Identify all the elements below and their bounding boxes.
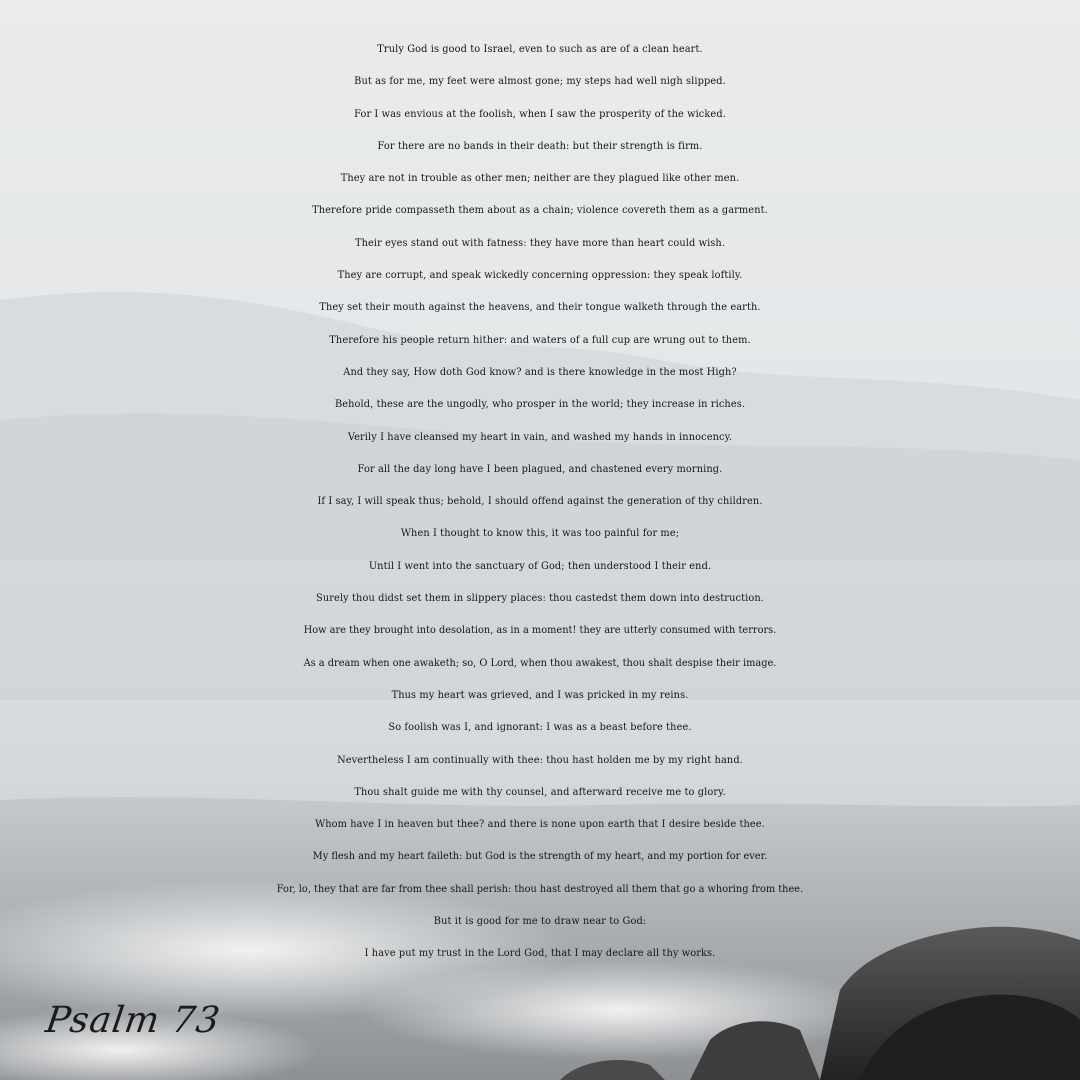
verse-line: Until I went into the sanctuary of God; then understood I their end.	[368, 560, 712, 572]
verse-line: Thus my heart was grieved, and I was pricked in my reins.	[391, 689, 689, 701]
psalm-signature: Psalm 73	[43, 1000, 223, 1041]
verse-line: For, lo, they that are far from thee shall perish: thou hast destroyed all them that go a whoring from thee.	[276, 883, 804, 895]
psalm-verses	[0, 34, 1080, 971]
verse-line: But it is good for me to draw near to God:	[433, 916, 647, 928]
verse-line: How are they brought into desolation, as in a moment! they are utterly consumed with terrors.	[303, 625, 777, 637]
verse-line: So foolish was I, and ignorant: I was as a beast before thee.	[388, 722, 692, 734]
verse-line: I have put my trust in the Lord God, that I may declare all thy works.	[364, 948, 716, 960]
verse-line: Whom have I in heaven but thee? and there is none upon earth that I desire beside thee.	[315, 819, 765, 831]
verse-line: As a dream when one awaketh; so, O Lord, when thou awakest, thou shalt despise their image.	[303, 657, 777, 669]
verse-line: Surely thou didst set them in slippery places: thou castedst them down into destruction.	[316, 593, 764, 605]
verse-line: They are corrupt, and speak wickedly concerning oppression: they speak loftily.	[337, 270, 743, 282]
verse-line: They set their mouth against the heavens, and their tongue walketh through the earth.	[319, 302, 761, 314]
verse-line: Therefore his people return hither: and waters of a full cup are wrung out to them.	[329, 334, 751, 346]
verse-line: Therefore pride compasseth them about as a chain; violence covereth them as a garment.	[312, 205, 768, 217]
verse-line: But as for me, my feet were almost gone; my steps had well nigh slipped.	[354, 76, 726, 88]
verse-line: For all the day long have I been plagued, and chastened every morning.	[357, 463, 723, 475]
verse-line: Truly God is good to Israel, even to such as are of a clean heart.	[377, 44, 703, 55]
verse-line: They are not in trouble as other men; neither are they plagued like other men.	[340, 173, 740, 185]
verse-line: When I thought to know this, it was too painful for me;	[400, 528, 680, 540]
verse-line: If I say, I will speak thus; behold, I should offend against the generation of thy children.	[317, 496, 763, 508]
verse-line: Nevertheless I am continually with thee: thou hast holden me by my right hand.	[337, 754, 743, 766]
verse-line: Thou shalt guide me with thy counsel, and afterward receive me to glory.	[354, 786, 726, 798]
verse-line: Verily I have cleansed my heart in vain, and washed my hands in innocency.	[347, 431, 733, 443]
verse-line: Their eyes stand out with fatness: they have more than heart could wish.	[354, 237, 726, 249]
verse-line: For I was envious at the foolish, when I saw the prosperity of the wicked.	[354, 108, 726, 120]
verse-line: And they say, How doth God know? and is there knowledge in the most High?	[343, 366, 737, 378]
verse-line: My flesh and my heart faileth: but God is the strength of my heart, and my portion for ever.	[312, 851, 768, 863]
verse-line: For there are no bands in their death: but their strength is firm.	[377, 140, 703, 152]
verse-line: Behold, these are the ungodly, who prosper in the world; they increase in riches.	[334, 399, 746, 411]
